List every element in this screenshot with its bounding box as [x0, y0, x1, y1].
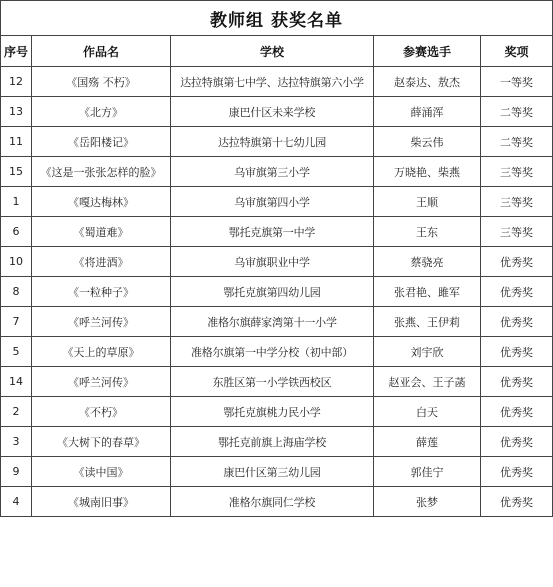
column-header-work[interactable]: 作品名 — [32, 36, 171, 67]
cell-no[interactable]: 13 — [1, 97, 32, 127]
cell-no[interactable]: 9 — [1, 457, 32, 487]
cell-no[interactable]: 6 — [1, 217, 32, 247]
cell-school[interactable]: 达拉特旗第七中学、达拉特旗第六小学 — [171, 67, 374, 97]
table-row — [1, 427, 553, 457]
cell-work[interactable]: 《大树下的春草》 — [32, 427, 171, 457]
cell-work[interactable]: 《北方》 — [32, 97, 171, 127]
cell-work[interactable]: 《城南旧事》 — [32, 487, 171, 517]
cell-players[interactable]: 张梦 — [374, 487, 481, 517]
cell-players[interactable]: 万晓艳、柴燕 — [374, 157, 481, 187]
column-header-award[interactable]: 奖项 — [481, 36, 553, 67]
cell-school[interactable]: 乌审旗第三小学 — [171, 157, 374, 187]
table-row — [1, 217, 553, 247]
column-header-school[interactable]: 学校 — [171, 36, 374, 67]
cell-award[interactable]: 优秀奖 — [481, 397, 553, 427]
table-row — [1, 487, 553, 517]
cell-players[interactable]: 薛莲 — [374, 427, 481, 457]
cell-work[interactable]: 《呼兰河传》 — [32, 307, 171, 337]
cell-work[interactable]: 《嘎达梅林》 — [32, 187, 171, 217]
table-row — [1, 307, 553, 337]
cell-work[interactable]: 《天上的草原》 — [32, 337, 171, 367]
cell-award[interactable]: 三等奖 — [481, 157, 553, 187]
cell-school[interactable]: 乌审旗第四小学 — [171, 187, 374, 217]
cell-no[interactable]: 12 — [1, 67, 32, 97]
cell-award[interactable]: 优秀奖 — [481, 247, 553, 277]
cell-school[interactable]: 鄂托克旗第一中学 — [171, 217, 374, 247]
cell-players[interactable]: 柴云伟 — [374, 127, 481, 157]
page-title[interactable]: 教师组 获奖名单 — [1, 1, 553, 36]
table-row — [1, 67, 553, 97]
cell-school[interactable]: 康巴什区第三幼儿园 — [171, 457, 374, 487]
cell-no[interactable]: 7 — [1, 307, 32, 337]
cell-award[interactable]: 优秀奖 — [481, 427, 553, 457]
table-row — [1, 157, 553, 187]
table-row — [1, 457, 553, 487]
title-row — [1, 1, 553, 36]
cell-players[interactable]: 王顺 — [374, 187, 481, 217]
cell-no[interactable]: 4 — [1, 487, 32, 517]
cell-no[interactable]: 10 — [1, 247, 32, 277]
cell-players[interactable]: 赵泰达、敖杰 — [374, 67, 481, 97]
cell-work[interactable]: 《呼兰河传》 — [32, 367, 171, 397]
cell-no[interactable]: 5 — [1, 337, 32, 367]
cell-award[interactable]: 优秀奖 — [481, 307, 553, 337]
cell-award[interactable]: 优秀奖 — [481, 367, 553, 397]
cell-players[interactable]: 张燕、王伊莉 — [374, 307, 481, 337]
cell-school[interactable]: 鄂托克旗桃力民小学 — [171, 397, 374, 427]
cell-work[interactable]: 《蜀道难》 — [32, 217, 171, 247]
table-row — [1, 337, 553, 367]
cell-no[interactable]: 1 — [1, 187, 32, 217]
cell-award[interactable]: 一等奖 — [481, 67, 553, 97]
cell-no[interactable]: 11 — [1, 127, 32, 157]
table-row — [1, 127, 553, 157]
cell-no[interactable]: 2 — [1, 397, 32, 427]
cell-school[interactable]: 准格尔旗第一中学分校（初中部） — [171, 337, 374, 367]
cell-players[interactable]: 赵亚会、王子菡 — [374, 367, 481, 397]
cell-school[interactable]: 乌审旗职业中学 — [171, 247, 374, 277]
cell-players[interactable]: 刘宇欣 — [374, 337, 481, 367]
cell-no[interactable]: 3 — [1, 427, 32, 457]
cell-no[interactable]: 15 — [1, 157, 32, 187]
cell-award[interactable]: 三等奖 — [481, 187, 553, 217]
cell-no[interactable]: 8 — [1, 277, 32, 307]
cell-school[interactable]: 准格尔旗薛家湾第十一小学 — [171, 307, 374, 337]
cell-award[interactable]: 二等奖 — [481, 127, 553, 157]
cell-players[interactable]: 白天 — [374, 397, 481, 427]
header-row — [1, 36, 553, 67]
column-header-players[interactable]: 参赛选手 — [374, 36, 481, 67]
cell-school[interactable]: 准格尔旗同仁学校 — [171, 487, 374, 517]
cell-players[interactable]: 蔡骁亮 — [374, 247, 481, 277]
cell-players[interactable]: 薛涌浑 — [374, 97, 481, 127]
cell-school[interactable]: 康巴什区未来学校 — [171, 97, 374, 127]
cell-work[interactable]: 《国殇 不朽》 — [32, 67, 171, 97]
cell-players[interactable]: 王东 — [374, 217, 481, 247]
cell-work[interactable]: 《这是一张张怎样的脸》 — [32, 157, 171, 187]
table-row — [1, 397, 553, 427]
cell-school[interactable]: 达拉特旗第十七幼儿园 — [171, 127, 374, 157]
cell-award[interactable]: 优秀奖 — [481, 277, 553, 307]
cell-work[interactable]: 《一粒种子》 — [32, 277, 171, 307]
cell-award[interactable]: 三等奖 — [481, 217, 553, 247]
cell-award[interactable]: 优秀奖 — [481, 457, 553, 487]
cell-work[interactable]: 《不朽》 — [32, 397, 171, 427]
cell-school[interactable]: 鄂托克旗第四幼儿园 — [171, 277, 374, 307]
table-row — [1, 247, 553, 277]
table-row — [1, 187, 553, 217]
cell-work[interactable]: 《将进酒》 — [32, 247, 171, 277]
table-row — [1, 367, 553, 397]
table-row — [1, 277, 553, 307]
cell-school[interactable]: 东胜区第一小学铁西校区 — [171, 367, 374, 397]
cell-award[interactable]: 优秀奖 — [481, 487, 553, 517]
column-header-no[interactable]: 序号 — [1, 36, 32, 67]
cell-work[interactable]: 《读中国》 — [32, 457, 171, 487]
cell-no[interactable]: 14 — [1, 367, 32, 397]
table-row — [1, 97, 553, 127]
cell-players[interactable]: 张君艳、雎军 — [374, 277, 481, 307]
cell-players[interactable]: 郭佳宁 — [374, 457, 481, 487]
cell-award[interactable]: 优秀奖 — [481, 337, 553, 367]
cell-work[interactable]: 《岳阳楼记》 — [32, 127, 171, 157]
cell-award[interactable]: 二等奖 — [481, 97, 553, 127]
cell-school[interactable]: 鄂托克前旗上海庙学校 — [171, 427, 374, 457]
